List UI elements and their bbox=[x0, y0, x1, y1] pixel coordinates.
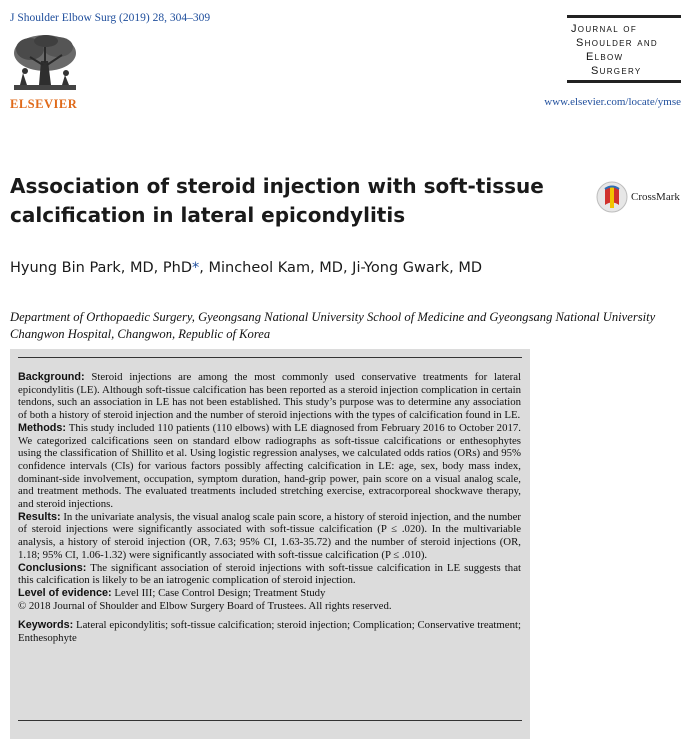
abstract-background bbox=[18, 371, 521, 422]
section-text: Lateral epicondylitis; soft-tissue calcification; steroid injection; Complication; Conservative treatment; Enthesophyte bbox=[18, 619, 521, 645]
abstract-top-rule bbox=[18, 357, 522, 358]
affiliation: Department of Orthopaedic Surgery, Gyeongsang National University School of Medicine and Gyeongsang National University Changwon Hospital, Changwon, Republic of Korea bbox=[10, 310, 656, 341]
abstract-body bbox=[18, 371, 521, 645]
journal-name-line: Elbow bbox=[586, 51, 624, 63]
journal-name-line: Surgery bbox=[591, 65, 642, 77]
abstract-copyright: © 2018 Journal of Shoulder and Elbow Surgery Board of Trustees. All rights reserved. bbox=[18, 599, 392, 612]
abstract-box bbox=[10, 349, 530, 739]
article-title: Association of steroid injection with soft-tissue calcification in lateral epicondylitis bbox=[10, 174, 544, 227]
section-text: Level III; Case Control Design; Treatment Study bbox=[114, 586, 326, 599]
tree-logo-icon bbox=[10, 33, 80, 95]
publisher-name: ELSEVIER bbox=[10, 97, 78, 111]
journal-name-line: Journal of bbox=[571, 23, 638, 35]
corresponding-author-link[interactable]: * bbox=[192, 260, 200, 276]
journal-url-link[interactable]: www.elsevier.com/locate/ymse bbox=[544, 96, 681, 108]
crossmark-badge[interactable] bbox=[596, 180, 680, 214]
journal-masthead bbox=[567, 15, 681, 83]
section-label: Results: bbox=[18, 510, 61, 523]
crossmark-label: CrossMark bbox=[631, 191, 680, 203]
author-others: , Mincheol Kam, MD, Ji-Yong Gwark, MD bbox=[199, 260, 483, 276]
publisher-logo bbox=[10, 33, 82, 112]
journal-citation: J Shoulder Elbow Surg (2019) 28, 304–309 bbox=[10, 12, 211, 24]
abstract-conclusions bbox=[18, 562, 521, 587]
abstract-bottom-rule bbox=[18, 720, 522, 721]
section-text: The significant association of steroid injections with soft-tissue calcification in LE suggests that this calcification is likely to be an iatrogenic complication of steroid injection. bbox=[18, 561, 521, 587]
section-label: Level of evidence: bbox=[18, 586, 112, 599]
abstract-results bbox=[18, 511, 521, 562]
abstract-methods bbox=[18, 422, 521, 511]
author-list bbox=[10, 260, 482, 276]
crossmark-icon bbox=[596, 180, 628, 214]
abstract-keywords bbox=[18, 619, 521, 644]
section-text: In the univariate analysis, the visual analog scale pain score, a history of steroid injection, and the number of steroid injections were significantly associated with soft-tissue calcification (P ≤ .020). In the multivariable analysis, a history of steroid injection (OR, 7.63; 95% CI, 1.63-35.72) and the number of steroid injections (OR, 1.18; 95% CI, 1.06-1.32) were significantly associated with soft-tissue calcification (P ≤ .010). bbox=[18, 510, 522, 561]
author-primary: Hyung Bin Park, MD, PhD bbox=[10, 260, 193, 276]
section-label: Background: bbox=[18, 371, 85, 383]
section-label: Keywords: bbox=[18, 619, 74, 632]
abstract-level bbox=[18, 587, 521, 600]
section-text: This study included 110 patients (110 elbows) with LE diagnosed from February 2016 to October 2017. We categorized calcifications seen on standard elbow radiographs as soft-tissue calcifications or enthesophytes using the classification of Shillito et al. Using logistic regression analyses, we calculated odds ratios (ORs) and 95% confidence intervals (CIs) for various factors possibly affecting calcification in LE: age, sex, body mass index, dominant-side involvement, occupation, symptom duration, hand-grip power, pain score on a visual analog scale, and treatment methods. The evaluated treatments included stretching exercise, extracorporeal shockwave therapy, and steroid injections. bbox=[18, 421, 521, 511]
section-text: Steroid injections are among the most commonly used conservative treatments for lateral epicondylitis (LE). Although soft-tissue calcification has been reported as a steroid injection complication in certain tendons, such an association in LE has not been established. This study’s purpose was to determine any association of both a history of steroid injection and the number of steroid injections with the types of calcification found in LE. bbox=[18, 371, 521, 422]
section-label: Methods: bbox=[18, 421, 66, 434]
journal-name-line: Shoulder and bbox=[576, 37, 659, 49]
section-label: Conclusions: bbox=[18, 561, 87, 574]
